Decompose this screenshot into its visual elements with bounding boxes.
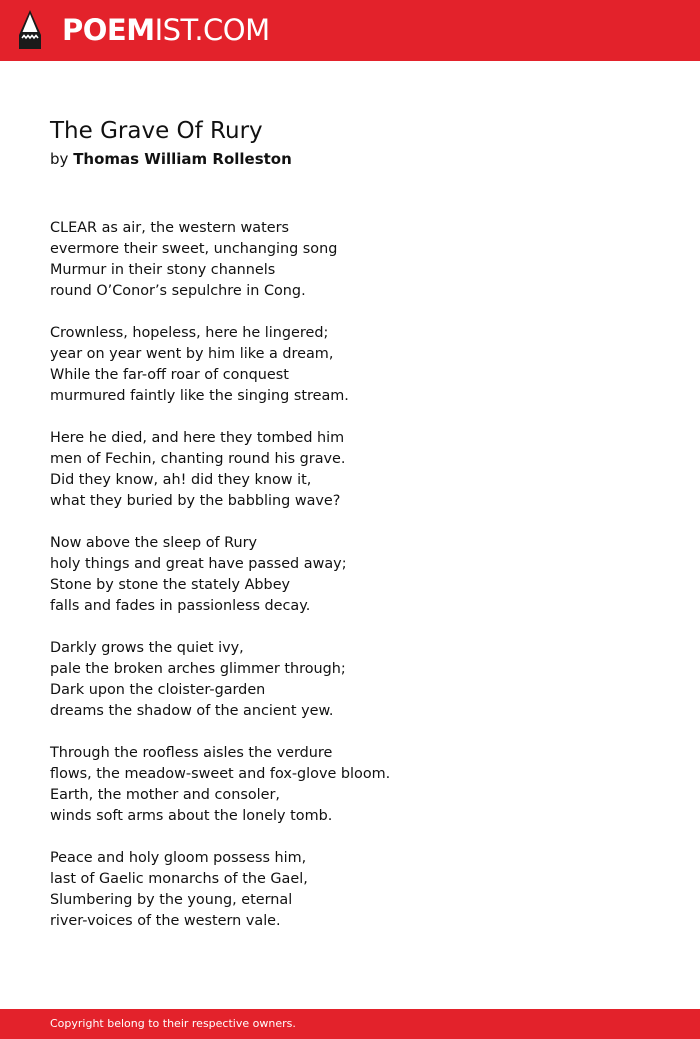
poem-line: Murmur in their stony channels	[50, 262, 276, 278]
poem-line: what they buried by the babbling wave?	[50, 493, 341, 509]
poem-line: evermore their sweet, unchanging song	[50, 241, 338, 257]
poem-line: falls and fades in passionless decay.	[50, 598, 311, 614]
site-header	[0, 0, 700, 61]
poem-line: Crownless, hopeless, here he lingered;	[50, 325, 329, 341]
poem-line: Here he died, and here they tombed him	[50, 430, 345, 446]
site-logo[interactable]	[62, 12, 270, 48]
poem-line: river-voices of the western vale.	[50, 913, 281, 929]
stanza	[50, 323, 650, 407]
stanza	[50, 638, 650, 722]
site-footer	[0, 1009, 700, 1039]
by-label: by	[50, 150, 69, 168]
logo-text-bold: POEM	[62, 13, 155, 47]
poem-line: Earth, the mother and consoler,	[50, 787, 280, 803]
stanza	[50, 743, 650, 827]
poem-line: CLEAR as air, the western waters	[50, 220, 290, 236]
stanza	[50, 533, 650, 617]
poem-body	[50, 218, 650, 953]
poem-line: dreams the shadow of the ancient yew.	[50, 703, 334, 719]
poem-line: year on year went by him like a dream,	[50, 346, 334, 362]
poem-line: murmured faintly like the singing stream.	[50, 388, 349, 404]
poem-title: The Grave Of Rury	[50, 118, 263, 144]
author-name: Thomas William Rolleston	[73, 150, 292, 168]
poem-line: Stone by stone the stately Abbey	[50, 577, 291, 593]
poem-line: holy things and great have passed away;	[50, 556, 347, 572]
pencil-tip-icon	[16, 9, 44, 51]
poem-line: While the far-off roar of conquest	[50, 367, 289, 383]
stanza	[50, 428, 650, 512]
poem-line: round O’Conor’s sepulchre in Cong.	[50, 283, 306, 299]
stanza	[50, 218, 650, 302]
byline	[50, 149, 292, 169]
stanza	[50, 848, 650, 932]
poem-line: pale the broken arches glimmer through;	[50, 661, 346, 677]
logo-text-light: IST.COM	[154, 13, 270, 47]
poem-line: Did they know, ah! did they know it,	[50, 472, 312, 488]
poem-line: men of Fechin, chanting round his grave.	[50, 451, 346, 467]
poem-line: Slumbering by the young, eternal	[50, 892, 293, 908]
poem-line: Darkly grows the quiet ivy,	[50, 640, 244, 656]
poem-line: Peace and holy gloom possess him,	[50, 850, 307, 866]
copyright-notice: Copyright belong to their respective owners.	[50, 1017, 296, 1030]
poem-line: Through the roofless aisles the verdure	[50, 745, 333, 761]
poem-line: last of Gaelic monarchs of the Gael,	[50, 871, 308, 887]
poem-line: Dark upon the cloister-garden	[50, 682, 266, 698]
poem-line: flows, the meadow-sweet and fox-glove bloom.	[50, 766, 391, 782]
poem-line: winds soft arms about the lonely tomb.	[50, 808, 333, 824]
poem-line: Now above the sleep of Rury	[50, 535, 258, 551]
